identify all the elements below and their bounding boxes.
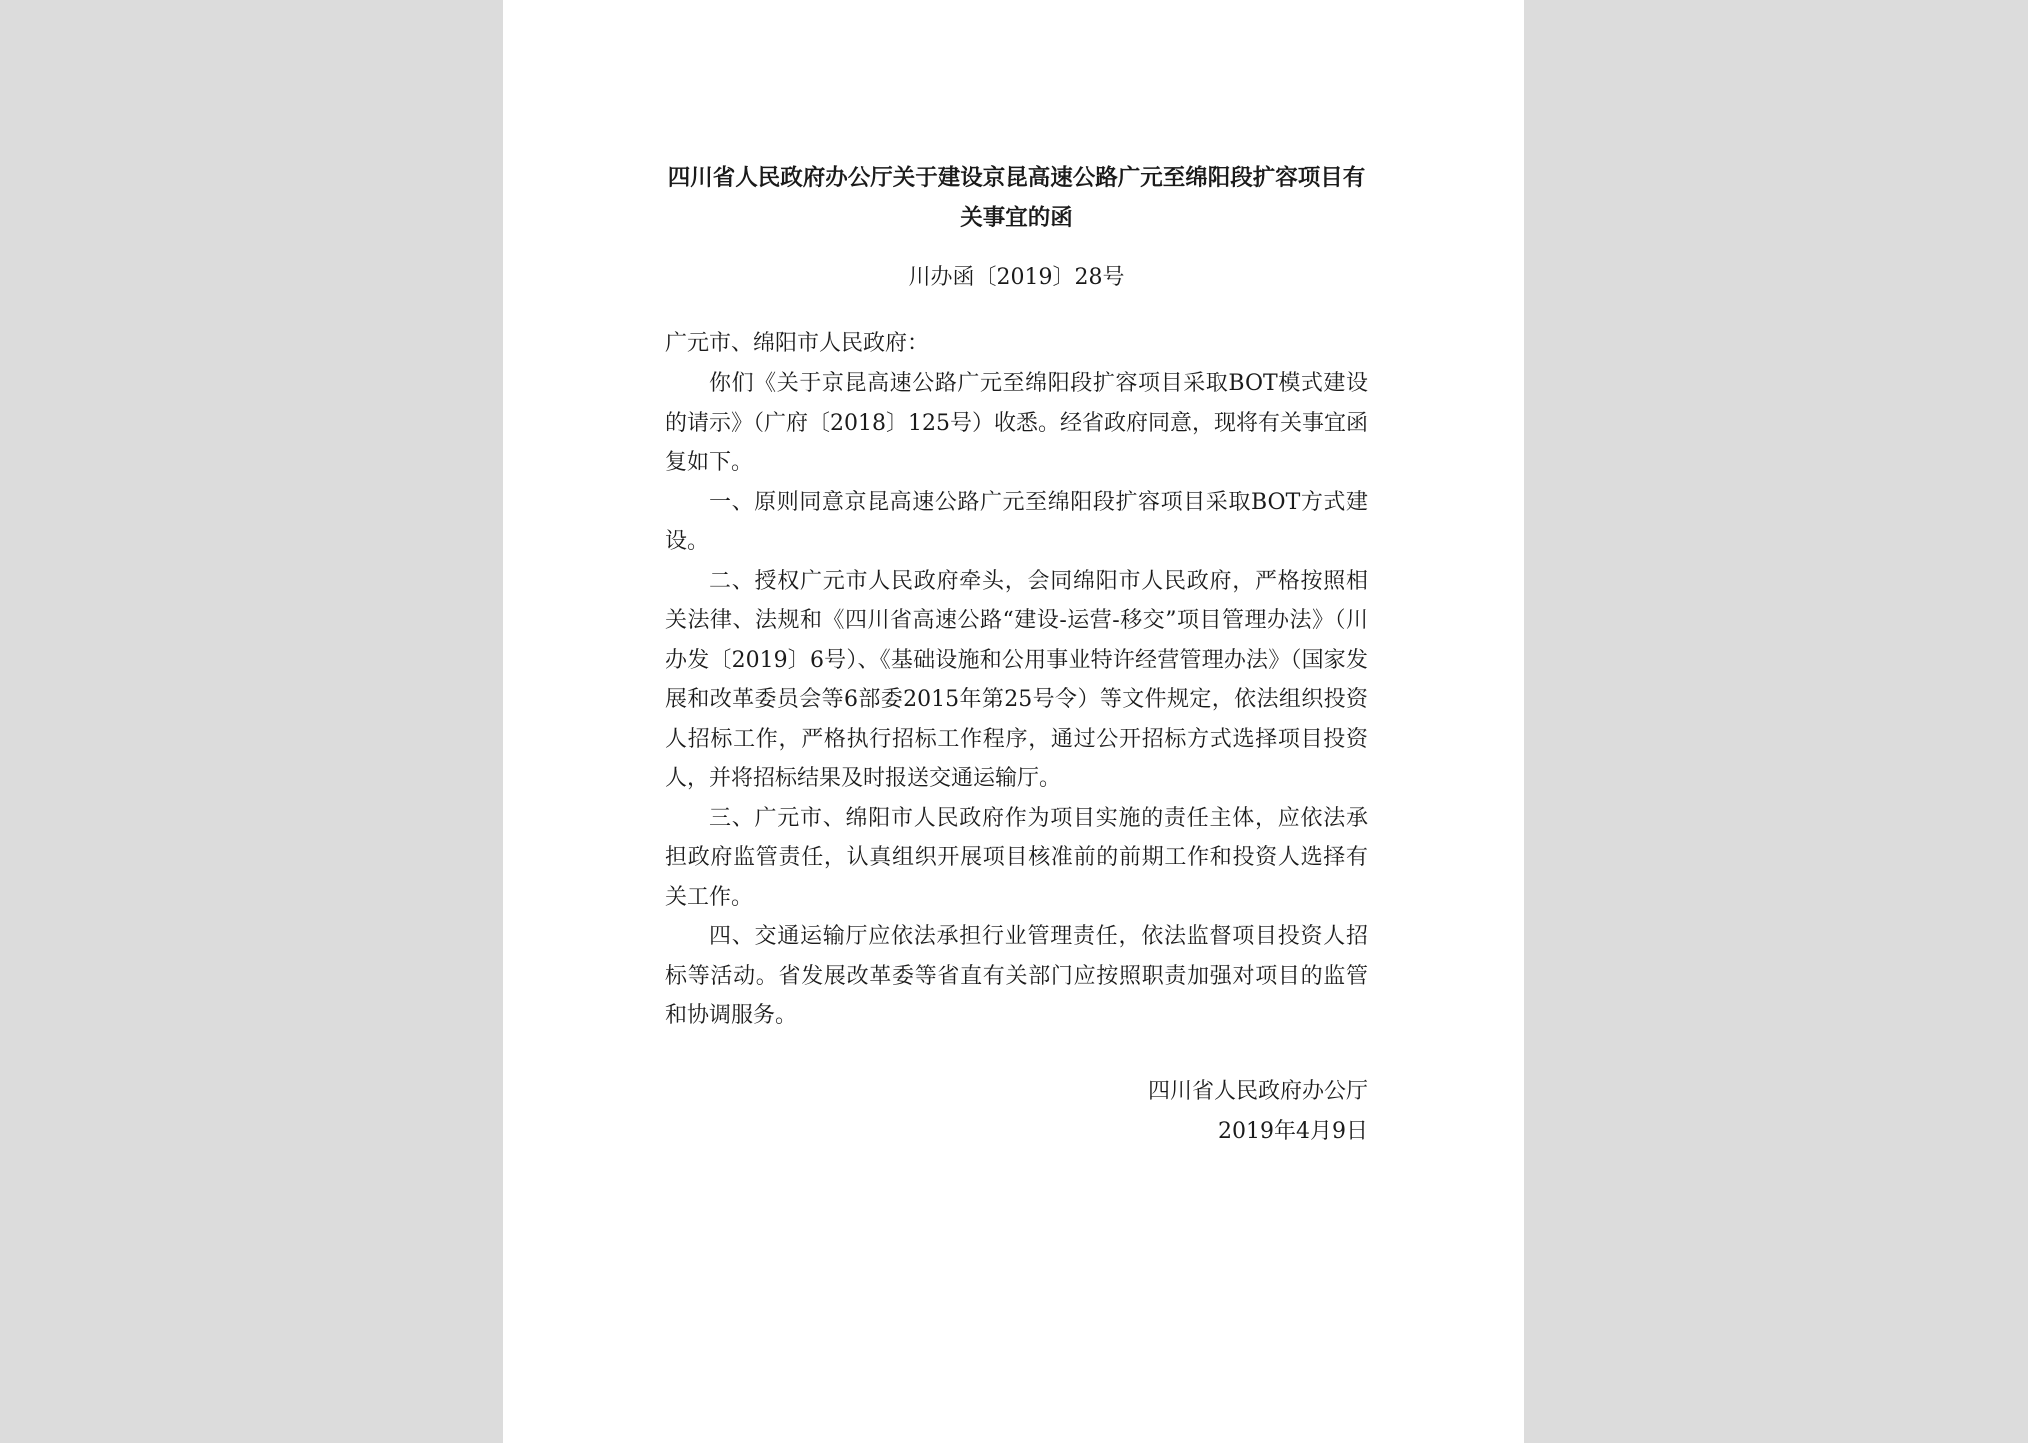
- paragraph-intro: 你们《关于京昆高速公路广元至绵阳段扩容项目采取BOT模式建设的请示》（广府〔2018〕125号）收悉。经省政府同意，现将有关事宜函复如下。: [665, 371, 1368, 475]
- document-page: [503, 0, 1524, 1443]
- paragraph-item-1: 一、原则同意京昆高速公路广元至绵阳段扩容项目采取BOT方式建设。: [665, 489, 1368, 554]
- signature-block: [665, 1072, 1368, 1152]
- document-number: 川办函〔2019〕28号: [908, 265, 1125, 290]
- paragraph-item-4: 四、交通运输厅应依法承担行业管理责任，依法监督项目投资人招标等活动。省发展改革委等省直有关部门应按照职责加强对项目的监管和协调服务。: [665, 924, 1368, 1028]
- salutation: 广元市、绵阳市人民政府：: [665, 331, 930, 356]
- document-body: [665, 158, 1368, 1152]
- document-title: 四川省人民政府办公厅关于建设京昆高速公路广元至绵阳段扩容项目有关事宜的函: [667, 165, 1366, 231]
- issuer-name: 四川省人民政府办公厅: [1147, 1078, 1368, 1104]
- issue-date: 2019年4月9日: [1218, 1118, 1368, 1144]
- paragraph-item-3: 三、广元市、绵阳市人民政府作为项目实施的责任主体，应依法承担政府监管责任，认真组织开展项目核准前的前期工作和投资人选择有关工作。: [665, 805, 1368, 910]
- paragraph-item-2: 二、授权广元市人民政府牵头，会同绵阳市人民政府，严格按照相关法律、法规和《四川省高速公路“建设-运营-移交”项目管理办法》（川办发〔2019〕6号）、《基础设施和公用事业特许经营管理办法》（国家发展和改革委员会等6部委2015年第25号令）等文件规定，依法组织投资人招标工作，严格执行招标工作程序，通过公开招标方式选择项目投资人，并将招标结果及时报送交通运输厅。: [665, 568, 1368, 791]
